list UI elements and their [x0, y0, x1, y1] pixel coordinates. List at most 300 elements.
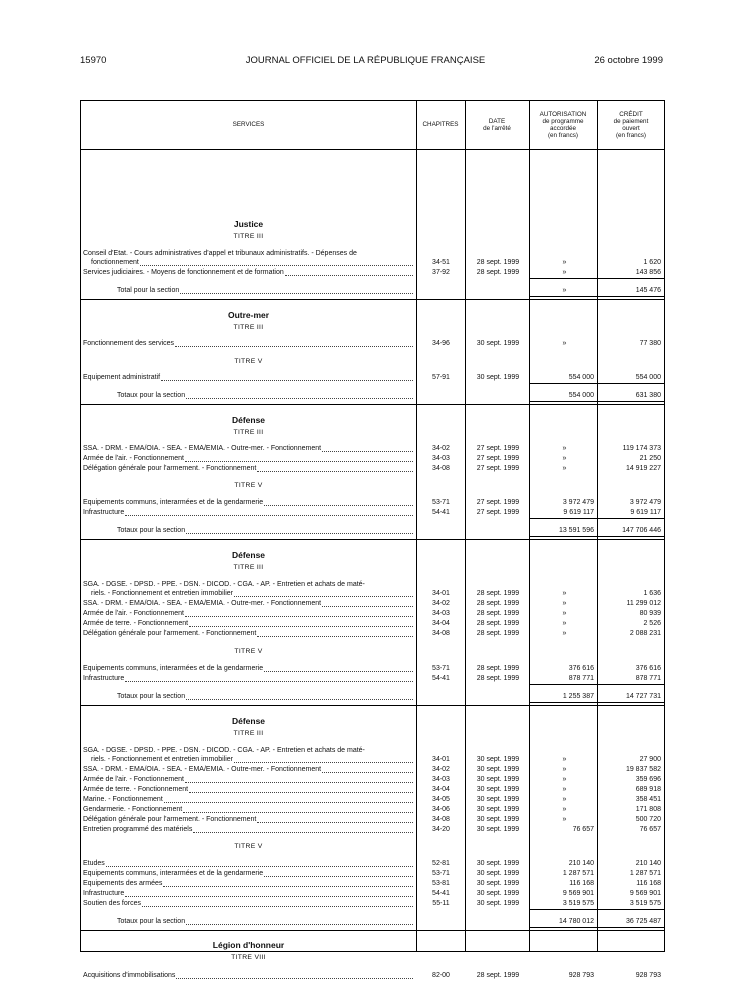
service-text: Soutien des forces	[83, 900, 141, 907]
dot-leader	[175, 339, 413, 347]
dot-leader	[322, 765, 413, 773]
authorization-cell: »	[562, 610, 567, 617]
total-row	[81, 692, 664, 701]
table-row	[81, 339, 664, 348]
table-row	[81, 268, 664, 277]
authorization-cell: »	[562, 756, 567, 763]
subtotal-rule	[529, 383, 665, 384]
service-text: Etudes	[83, 860, 105, 867]
credit-cell: 1 620	[643, 259, 661, 266]
dot-leader	[186, 917, 413, 925]
dot-leader	[140, 258, 413, 266]
service-text: riels. - Fonctionnement et entretien immobilier	[91, 756, 234, 763]
date-cell: 30 sept. 1999	[476, 900, 520, 907]
service-label	[83, 795, 413, 804]
service-label	[83, 619, 413, 628]
total-row	[81, 286, 664, 295]
service-label	[83, 765, 413, 774]
header-credit: CRÉDIT de paiement ouvert (en francs)	[613, 110, 649, 140]
table-row	[81, 599, 664, 608]
dot-leader	[257, 629, 413, 637]
dot-leader	[125, 889, 413, 897]
header-services: SERVICES	[232, 121, 265, 129]
credit-cell: 689 918	[635, 786, 661, 793]
chapter-cell: 34-08	[432, 630, 450, 637]
authorization-cell: 878 771	[568, 675, 594, 682]
header-chapitres: CHAPITRES	[422, 121, 459, 129]
authorization-cell: 1 287 571	[562, 870, 594, 877]
section-rule	[81, 705, 665, 706]
table-row	[81, 454, 664, 463]
service-text: Totaux pour la section	[117, 527, 186, 534]
titre-heading: TITRE V	[234, 648, 263, 655]
credit-cell: 77 380	[639, 340, 661, 347]
subtotal-rule	[529, 518, 665, 519]
dot-leader	[322, 599, 413, 607]
service-text: Armée de l'air. - Fonctionnement	[83, 455, 184, 462]
authorization-cell: »	[562, 620, 567, 627]
subtotal-rule	[529, 684, 665, 685]
service-label	[117, 692, 413, 701]
titre-heading: TITRE V	[234, 843, 263, 850]
dot-leader	[322, 444, 413, 452]
dot-leader	[257, 815, 413, 823]
date-cell: 30 sept. 1999	[476, 806, 520, 813]
table-row	[81, 249, 664, 258]
table-row	[81, 765, 664, 774]
service-label	[83, 815, 413, 824]
table-row	[81, 755, 664, 764]
authorization-cell: 1 255 387	[562, 693, 594, 700]
date-cell: 27 sept. 1999	[476, 445, 520, 452]
date-cell: 30 sept. 1999	[476, 776, 520, 783]
section-rule	[81, 404, 665, 405]
service-text: Services judiciaires. - Moyens de fonctionnement et de formation	[83, 269, 284, 276]
titre-heading: TITRE V	[234, 482, 263, 489]
dot-leader	[285, 268, 413, 276]
dot-leader	[189, 619, 413, 627]
credit-cell: 119 174 373	[622, 445, 661, 452]
chapter-cell: 34-01	[432, 756, 450, 763]
table-row	[81, 775, 664, 784]
service-text: Armée de l'air. - Fonctionnement	[83, 776, 184, 783]
service-text: SSA. - DRM. - EMA/OIA. - SEA. - EMA/EMIA. - Outre-mer. - Fonctionnement	[83, 600, 322, 607]
authorization-cell: »	[562, 806, 567, 813]
header-date: DATE de l'arrêté	[483, 117, 511, 132]
service-label	[83, 805, 413, 814]
dot-leader	[125, 674, 413, 682]
date-cell: 28 sept. 1999	[476, 590, 520, 597]
subtotal-rule	[529, 702, 665, 703]
chapter-cell: 34-06	[432, 806, 450, 813]
chapter-cell: 34-08	[432, 816, 450, 823]
credit-cell: 3 519 575	[629, 900, 661, 907]
service-label	[83, 609, 413, 618]
dot-leader	[257, 464, 413, 472]
titre-heading: TITRE VIII	[231, 954, 266, 961]
date-cell: 27 sept. 1999	[476, 509, 520, 516]
dot-leader	[186, 526, 413, 534]
service-text: Infrastructure	[83, 890, 125, 897]
credit-cell: 9 569 901	[629, 890, 661, 897]
chapter-cell: 34-02	[432, 766, 450, 773]
chapter-cell: 54-41	[432, 675, 450, 682]
chapter-cell: 52-81	[432, 860, 450, 867]
authorization-cell: 376 616	[568, 665, 594, 672]
authorization-cell: »	[562, 796, 567, 803]
authorization-cell: »	[562, 465, 567, 472]
service-label	[83, 775, 413, 784]
service-text: Armée de terre. - Fonctionnement	[83, 620, 189, 627]
service-text: Equipements communs, interarmées et de la gendarmerie	[83, 499, 264, 506]
total-row	[81, 917, 664, 926]
subtotal-rule	[529, 401, 665, 402]
page-number: 15970	[80, 55, 107, 66]
date-cell: 30 sept. 1999	[476, 766, 520, 773]
service-label	[117, 917, 413, 926]
credit-cell: 376 616	[635, 665, 661, 672]
date-cell: 30 sept. 1999	[476, 826, 520, 833]
section-heading: Légion d'honneur	[212, 940, 285, 950]
journal-title: JOURNAL OFFICIEL DE LA RÉPUBLIQUE FRANÇAISE	[245, 55, 486, 66]
service-label	[83, 746, 413, 755]
date-cell: 30 sept. 1999	[476, 796, 520, 803]
section-heading: Outre-mer	[227, 310, 270, 320]
credit-cell: 27 900	[639, 756, 661, 763]
date-cell: 28 sept. 1999	[476, 610, 520, 617]
credit-cell: 210 140	[635, 860, 661, 867]
table-row	[81, 498, 664, 507]
total-row	[81, 526, 664, 535]
authorization-cell: 554 000	[568, 392, 594, 399]
chapter-cell: 53-81	[432, 880, 450, 887]
credit-cell: 1 287 571	[629, 870, 661, 877]
table-header	[81, 101, 664, 150]
section-heading: Défense	[231, 550, 266, 560]
credit-cell: 147 706 446	[622, 527, 661, 534]
authorization-cell: 3 972 479	[562, 499, 594, 506]
titre-heading: TITRE III	[233, 730, 264, 737]
table-row	[81, 899, 664, 908]
dot-leader	[186, 692, 413, 700]
service-text: fonctionnement	[91, 259, 139, 266]
dot-leader	[176, 971, 413, 979]
service-text: Marine. - Fonctionnement	[83, 796, 163, 803]
service-text: SSA. - DRM. - EMA/OIA. - SEA. - EMA/EMIA. - Outre-mer. - Fonctionnement	[83, 445, 322, 452]
authorization-cell: »	[562, 455, 567, 462]
service-label	[83, 664, 413, 673]
dot-leader	[163, 879, 413, 887]
table-body	[81, 149, 664, 979]
table-row	[81, 859, 664, 868]
table-row	[81, 589, 664, 598]
credit-cell: 14 727 731	[625, 693, 661, 700]
authorization-cell: 116 168	[569, 880, 594, 887]
dot-leader	[234, 589, 413, 597]
date-cell: 28 sept. 1999	[476, 675, 520, 682]
authorization-cell: »	[562, 269, 567, 276]
service-text: Conseil d'Etat. - Cours administratives d'appel et tribunaux administratifs. - Dépenses de	[83, 250, 357, 257]
authorization-cell: 9 619 117	[563, 509, 594, 516]
credit-cell: 359 696	[635, 776, 661, 783]
titre-heading: TITRE III	[233, 233, 264, 240]
budget-table	[80, 100, 665, 979]
service-label	[83, 825, 413, 834]
authorization-cell: 14 780 012	[558, 918, 594, 925]
table-row	[81, 971, 664, 980]
chapter-cell: 53-71	[432, 665, 450, 672]
table-row	[81, 746, 664, 755]
service-label	[83, 879, 413, 888]
section-rule	[81, 539, 665, 540]
authorization-cell: 76 657	[572, 826, 594, 833]
chapter-cell: 34-08	[432, 465, 450, 472]
authorization-cell: »	[562, 259, 567, 266]
titre-heading: TITRE III	[233, 429, 264, 436]
credit-cell: 171 808	[635, 806, 661, 813]
table-row	[81, 508, 664, 517]
dot-leader	[185, 775, 413, 783]
date-cell: 27 sept. 1999	[476, 499, 520, 506]
date-cell: 30 sept. 1999	[476, 374, 520, 381]
dot-leader	[264, 869, 413, 877]
service-label	[91, 755, 413, 764]
service-label	[83, 899, 413, 908]
service-text: Armée de l'air. - Fonctionnement	[83, 610, 184, 617]
service-text: Equipement administratif	[83, 374, 161, 381]
authorization-cell: »	[562, 287, 567, 294]
date-cell: 30 sept. 1999	[476, 860, 520, 867]
chapter-cell: 34-03	[432, 776, 450, 783]
credit-cell: 14 919 227	[625, 465, 661, 472]
service-label	[83, 599, 413, 608]
section-heading: Défense	[231, 716, 266, 726]
table-row	[81, 889, 664, 898]
service-label	[117, 526, 413, 535]
authorization-cell: 554 000	[568, 374, 594, 381]
service-text: Fonctionnement des services	[83, 340, 175, 347]
dot-leader	[234, 755, 413, 763]
credit-cell: 19 837 582	[625, 766, 661, 773]
date-cell: 30 sept. 1999	[476, 786, 520, 793]
authorization-cell: »	[562, 630, 567, 637]
table-row	[81, 825, 664, 834]
date-cell: 28 sept. 1999	[476, 630, 520, 637]
credit-cell: 76 657	[639, 826, 661, 833]
service-text: Infrastructure	[83, 675, 125, 682]
titre-heading: TITRE III	[233, 324, 264, 331]
table-row	[81, 795, 664, 804]
subtotal-rule	[529, 536, 665, 537]
credit-cell: 358 451	[635, 796, 661, 803]
authorization-cell: »	[562, 600, 567, 607]
service-text: riels. - Fonctionnement et entretien immobilier	[91, 590, 234, 597]
credit-cell: 1 636	[643, 590, 661, 597]
authorization-cell: »	[562, 776, 567, 783]
titre-heading: TITRE V	[234, 358, 263, 365]
chapter-cell: 34-05	[432, 796, 450, 803]
service-label	[83, 869, 413, 878]
service-text: Délégation générale pour l'armement. - Fonctionnement	[83, 465, 257, 472]
credit-cell: 878 771	[635, 675, 661, 682]
table-row	[81, 464, 664, 473]
date-cell: 30 sept. 1999	[476, 340, 520, 347]
chapter-cell: 37-92	[432, 269, 450, 276]
credit-cell: 9 619 117	[630, 509, 661, 516]
subtotal-rule	[529, 296, 665, 297]
total-row	[81, 391, 664, 400]
authorization-cell: »	[562, 816, 567, 823]
service-label	[83, 580, 413, 589]
authorization-cell: 13 591 596	[558, 527, 594, 534]
credit-cell: 2 526	[643, 620, 661, 627]
service-label	[83, 674, 413, 683]
date-cell: 30 sept. 1999	[476, 890, 520, 897]
date-cell: 28 sept. 1999	[476, 665, 520, 672]
chapter-cell: 53-71	[432, 499, 450, 506]
service-label	[83, 859, 413, 868]
credit-cell: 21 250	[639, 455, 661, 462]
service-label	[83, 249, 413, 258]
subtotal-rule	[529, 927, 665, 928]
credit-cell: 36 725 487	[625, 918, 661, 925]
credit-cell: 143 856	[635, 269, 661, 276]
table-row	[81, 444, 664, 453]
service-text: Acquisitions d'immobilisations	[83, 972, 176, 979]
date-cell: 27 sept. 1999	[476, 455, 520, 462]
chapter-cell: 34-02	[432, 445, 450, 452]
credit-cell: 80 939	[639, 610, 661, 617]
subtotal-rule	[529, 909, 665, 910]
chapter-cell: 34-51	[432, 259, 450, 266]
service-text: Armée de terre. - Fonctionnement	[83, 786, 189, 793]
titre-heading: TITRE III	[233, 564, 264, 571]
section-heading: Justice	[233, 219, 264, 229]
table-row	[81, 258, 664, 267]
table-row	[81, 664, 664, 673]
dot-leader	[161, 373, 413, 381]
authorization-cell: »	[562, 445, 567, 452]
dot-leader	[185, 454, 413, 462]
date-cell: 28 sept. 1999	[476, 620, 520, 627]
authorization-cell: 210 140	[568, 860, 594, 867]
service-text: Entretien programmé des matériels	[83, 826, 193, 833]
service-text: Infrastructure	[83, 509, 125, 516]
section-heading: Défense	[231, 415, 266, 425]
authorization-cell: 9 569 901	[562, 890, 594, 897]
section-rule	[81, 299, 665, 300]
dot-leader	[164, 795, 413, 803]
chapter-cell: 55-11	[432, 900, 450, 907]
date-cell: 27 sept. 1999	[476, 465, 520, 472]
service-label	[83, 508, 413, 517]
service-label	[117, 286, 413, 295]
service-text: Délégation générale pour l'armement. - Fonctionnement	[83, 816, 257, 823]
service-label	[83, 498, 413, 507]
publication-date: 26 octobre 1999	[594, 55, 663, 66]
service-text: Gendarmerie. - Fonctionnement	[83, 806, 183, 813]
section-rule	[81, 930, 665, 931]
table-row	[81, 815, 664, 824]
service-label	[83, 339, 413, 348]
chapter-cell: 34-03	[432, 610, 450, 617]
subtotal-rule	[529, 278, 665, 279]
authorization-cell: »	[562, 340, 567, 347]
table-row	[81, 879, 664, 888]
credit-cell: 631 380	[635, 392, 661, 399]
chapter-cell: 34-02	[432, 600, 450, 607]
service-label	[91, 258, 413, 267]
authorization-cell: »	[562, 590, 567, 597]
chapter-cell: 54-41	[432, 890, 450, 897]
table-row	[81, 785, 664, 794]
service-text: Délégation générale pour l'armement. - Fonctionnement	[83, 630, 257, 637]
table-row	[81, 580, 664, 589]
chapter-cell: 82-00	[432, 972, 450, 979]
service-text: Totaux pour la section	[117, 392, 186, 399]
chapter-cell: 34-04	[432, 786, 450, 793]
service-text: SGA. - DGSE. - DPSD. - PPE. - DSN. - DICOD. - CGA. - AP. - Entretien et achats de maté-	[83, 747, 365, 754]
chapter-cell: 34-20	[432, 826, 450, 833]
chapter-cell: 34-01	[432, 590, 450, 597]
chapter-cell: 53-71	[432, 870, 450, 877]
date-cell: 28 sept. 1999	[476, 269, 520, 276]
service-text: Total pour la section	[117, 287, 180, 294]
table-row	[81, 373, 664, 382]
service-label	[83, 629, 413, 638]
dot-leader	[142, 899, 413, 907]
credit-cell: 11 299 012	[626, 600, 661, 607]
chapter-cell: 34-04	[432, 620, 450, 627]
service-text: Equipements communs, interarmées et de la gendarmerie	[83, 870, 264, 877]
authorization-cell: 3 519 575	[562, 900, 594, 907]
credit-cell: 116 168	[636, 880, 661, 887]
dot-leader	[125, 508, 413, 516]
service-label	[83, 785, 413, 794]
service-text: SSA. - DRM. - EMA/OIA. - SEA. - EMA/EMIA. - Outre-mer. - Fonctionnement	[83, 766, 322, 773]
chapter-cell: 54-41	[432, 509, 450, 516]
dot-leader	[193, 825, 413, 833]
date-cell: 30 sept. 1999	[476, 880, 520, 887]
credit-cell: 554 000	[635, 374, 661, 381]
service-label	[83, 444, 413, 453]
date-cell: 30 sept. 1999	[476, 816, 520, 823]
dot-leader	[186, 391, 413, 399]
credit-cell: 2 088 231	[629, 630, 661, 637]
table-row	[81, 869, 664, 878]
service-text: Equipements communs, interarmées et de la gendarmerie	[83, 665, 264, 672]
service-text: Equipements des armées	[83, 880, 163, 887]
credit-cell: 145 476	[635, 287, 661, 294]
credit-cell: 3 972 479	[629, 499, 661, 506]
date-cell: 28 sept. 1999	[476, 600, 520, 607]
chapter-cell: 57-91	[432, 374, 450, 381]
service-label	[91, 589, 413, 598]
date-cell: 30 sept. 1999	[476, 756, 520, 763]
service-text: SGA. - DGSE. - DPSD. - PPE. - DSN. - DICOD. - CGA. - AP. - Entretien et achats de maté-	[83, 581, 365, 588]
dot-leader	[106, 859, 413, 867]
service-label	[83, 464, 413, 473]
dot-leader	[264, 498, 413, 506]
service-label	[83, 889, 413, 898]
service-text: Totaux pour la section	[117, 693, 186, 700]
table-row	[81, 629, 664, 638]
dot-leader	[183, 805, 413, 813]
authorization-cell: »	[562, 786, 567, 793]
service-label	[83, 373, 413, 382]
service-text: Totaux pour la section	[117, 918, 186, 925]
table-row	[81, 674, 664, 683]
